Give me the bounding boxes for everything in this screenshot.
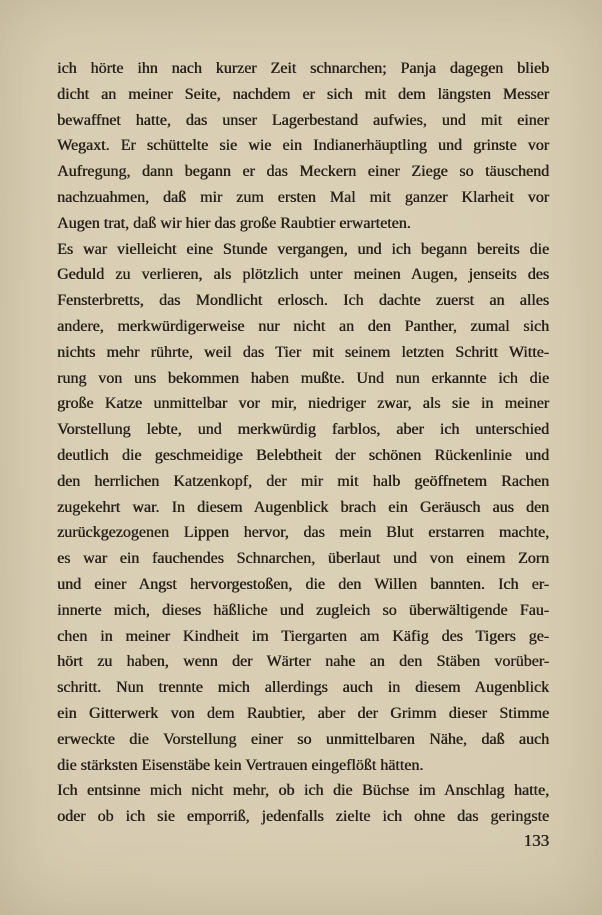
text-line: hört zu haben, wenn der Wärter nahe an den Stäben vorüber- (57, 653, 549, 671)
page-number: 133 (523, 831, 549, 850)
paragraph-2 (57, 237, 549, 779)
text-line: deutlich die geschmeidige Belebtheit der schönen Rückenlinie und (57, 446, 549, 464)
paragraph-1 (57, 56, 549, 237)
text-line: erweckte die Vorstellung einer so unmittelbaren Nähe, daß auch (57, 730, 549, 748)
text-line: andere, merkwürdigerweise nur nicht an den Panther, zumal sich (57, 317, 549, 335)
text-line: nichts mehr rührte, weil das Tier mit seinem letzten Schritt Witte- (57, 343, 549, 361)
text-line: zurückgezogenen Lippen hervor, das mein Blut erstarren machte, (57, 524, 549, 542)
text-line: Ich entsinne mich nicht mehr, ob ich die Büchse im Anschlag hatte, (57, 782, 549, 800)
text-line: oder ob ich sie emporriß, jedenfalls zielte ich ohne das geringste (57, 808, 549, 826)
text-line: Fensterbretts, das Mondlicht erlosch. Ich dachte zuerst an alles (57, 292, 549, 310)
text-line: Vorstellung lebte, und merkwürdig farblos, aber ich unterschied (57, 421, 549, 439)
text-line: große Katze unmittelbar vor mir, niedriger zwar, als sie in meiner (57, 395, 549, 413)
text-line: Augen trat, daß wir hier das große Raubtier erwarteten. (57, 214, 411, 232)
text-line: die stärksten Eisenstäbe kein Vertrauen eingeflößt hätten. (57, 756, 424, 774)
text-line: es war ein fauchendes Schnarchen, überlaut und von einem Zorn (57, 550, 549, 568)
text-line: chen in meiner Kindheit im Tiergarten am Käfig des Tigers ge- (57, 627, 549, 645)
text-line: ich hörte ihn nach kurzer Zeit schnarchen; Panja dagegen blieb (57, 60, 549, 77)
text-block (57, 56, 549, 830)
text-line: zugekehrt war. In diesem Augenblick brach ein Geräusch aus den (57, 498, 549, 516)
text-line: Wegaxt. Er schüttelte sie wie ein Indianerhäuptling und grinste vor (57, 137, 549, 155)
text-line: ein Gitterwerk von dem Raubtier, aber der Grimm dieser Stimme (57, 704, 549, 722)
paragraph-3 (57, 778, 549, 830)
text-line: innerte mich, dieses häßliche und zugleich so überwältigende Fau- (57, 601, 549, 619)
text-line: Geduld zu verlieren, als plötzlich unter meinen Augen, jenseits des (57, 266, 549, 284)
text-line: den herrlichen Katzenkopf, der mir mit halb geöffnetem Rachen (57, 472, 549, 490)
text-line: und einer Angst hervorgestoßen, die den Willen bannten. Ich er- (57, 575, 549, 593)
text-line: rung von uns bekommen haben mußte. Und nun erkannte ich die (57, 369, 549, 387)
text-line: nachzuahmen, daß mir zum ersten Mal mit ganzer Klarheit vor (57, 188, 549, 206)
text-line: schritt. Nun trennte mich allerdings auch in diesem Augenblick (57, 679, 549, 697)
text-line: bewaffnet hatte, das unser Lagerbestand aufwies, und mit einer (57, 111, 549, 129)
text-line: Es war vielleicht eine Stunde vergangen, und ich begann bereits die (57, 240, 549, 258)
text-line: Aufregung, dann begann er das Meckern einer Ziege so täuschend (57, 163, 549, 181)
text-line: dicht an meiner Seite, nachdem er sich mit dem längsten Messer (57, 85, 549, 103)
